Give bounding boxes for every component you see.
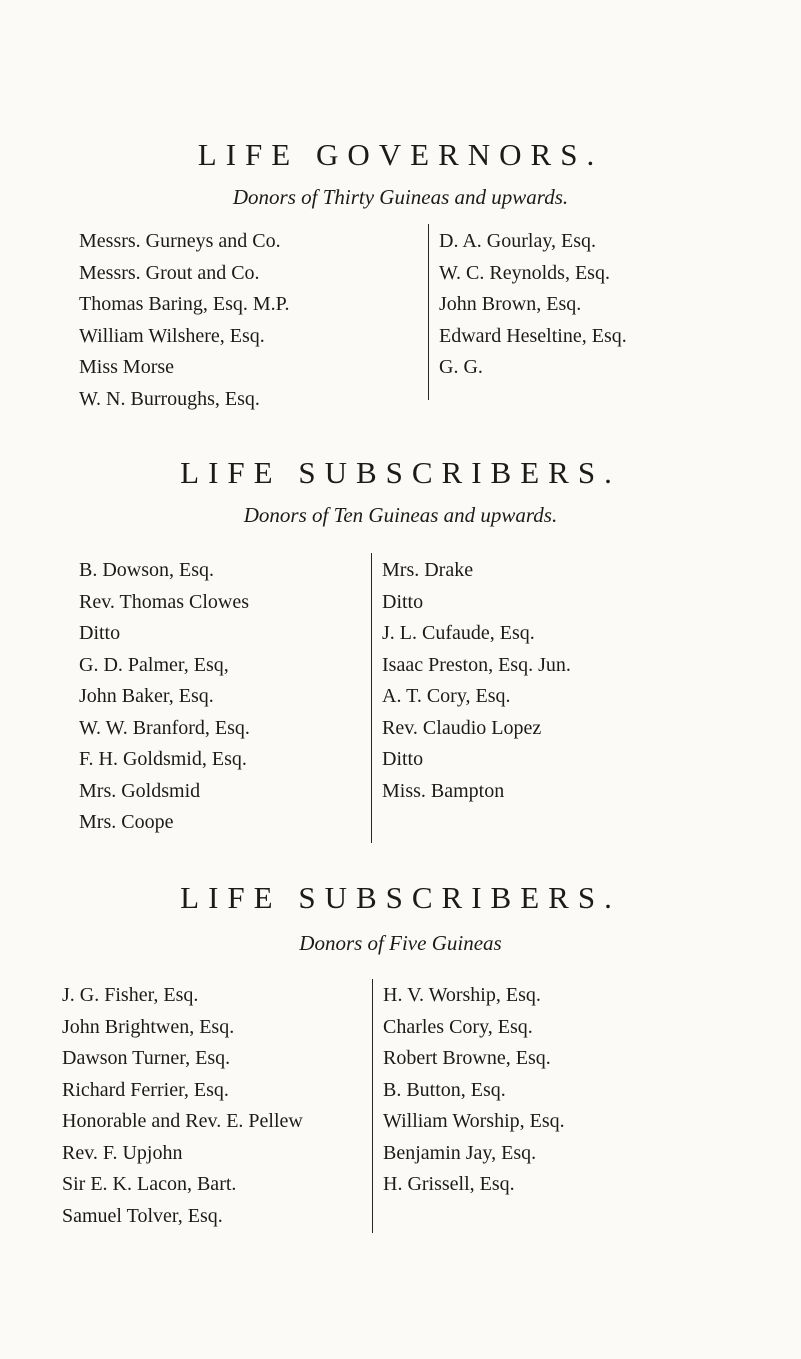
list-item: A. T. Cory, Esq. bbox=[382, 685, 511, 707]
list-item: F. H. Goldsmid, Esq. bbox=[79, 748, 247, 770]
governors-right-column bbox=[439, 226, 627, 384]
column-divider bbox=[371, 553, 372, 843]
list-item: Richard Ferrier, Esq. bbox=[62, 1078, 229, 1101]
governors-left-column bbox=[79, 226, 290, 415]
subscribers-ten-left-column bbox=[79, 555, 250, 839]
list-item: G. G. bbox=[439, 356, 483, 378]
list-item: J. L. Cufaude, Esq. bbox=[382, 622, 535, 644]
subscribers-five-left-column bbox=[62, 980, 303, 1232]
list-item: William Wilshere, Esq. bbox=[79, 324, 265, 347]
list-item: Samuel Tolver, Esq. bbox=[62, 1204, 223, 1227]
subscribers-ten-heading: LIFE SUBSCRIBERS. bbox=[180, 455, 621, 490]
list-item: J. G. Fisher, Esq. bbox=[62, 984, 199, 1006]
list-item: Sir E. K. Lacon, Bart. bbox=[62, 1173, 237, 1195]
list-item: Charles Cory, Esq. bbox=[383, 1015, 533, 1038]
list-item: H. Grissell, Esq. bbox=[383, 1173, 515, 1195]
column-divider bbox=[428, 224, 429, 400]
list-item: Ditto bbox=[79, 622, 121, 644]
list-item: Mrs. Coope bbox=[79, 811, 174, 833]
list-item: D. A. Gourlay, Esq. bbox=[439, 230, 597, 252]
subscribers-ten-subheading: Donors of Ten Guineas and upwards. bbox=[243, 503, 558, 527]
list-item: G. D. Palmer, Esq, bbox=[79, 653, 229, 676]
list-item: Ditto bbox=[382, 590, 424, 613]
governors-heading: LIFE GOVERNORS. bbox=[197, 137, 604, 172]
list-item: Mrs. Goldsmid bbox=[79, 779, 201, 802]
list-item: B. Dowson, Esq. bbox=[79, 559, 215, 581]
subscribers-five-right-column bbox=[383, 980, 565, 1201]
list-item: John Brightwen, Esq. bbox=[62, 1015, 235, 1038]
list-item: Miss Morse bbox=[79, 356, 175, 378]
subscribers-five-heading: LIFE SUBSCRIBERS. bbox=[180, 880, 621, 915]
list-item: Messrs. Grout and Co. bbox=[79, 261, 260, 284]
list-item: William Worship, Esq. bbox=[383, 1110, 565, 1132]
list-item: W. W. Branford, Esq. bbox=[79, 716, 250, 739]
list-item: Miss. Bampton bbox=[382, 779, 505, 802]
list-item: Dawson Turner, Esq. bbox=[62, 1047, 231, 1069]
subscribers-ten-right-column bbox=[382, 555, 571, 807]
list-item: Messrs. Gurneys and Co. bbox=[79, 230, 281, 252]
list-item: B. Button, Esq. bbox=[383, 1078, 506, 1101]
list-item: Benjamin Jay, Esq. bbox=[383, 1141, 537, 1164]
list-item: H. V. Worship, Esq. bbox=[383, 984, 541, 1006]
governors-subheading: Donors of Thirty Guineas and upwards. bbox=[232, 185, 569, 209]
list-item: Rev. Claudio Lopez bbox=[382, 716, 542, 739]
list-item: Isaac Preston, Esq. Jun. bbox=[382, 653, 571, 676]
list-item: Honorable and Rev. E. Pellew bbox=[62, 1110, 303, 1132]
list-item: Thomas Baring, Esq. M.P. bbox=[79, 293, 290, 315]
list-item: W. C. Reynolds, Esq. bbox=[439, 261, 610, 284]
subscribers-five-subheading: Donors of Five Guineas bbox=[299, 931, 502, 955]
list-item: W. N. Burroughs, Esq. bbox=[79, 387, 260, 410]
list-item: Edward Heseltine, Esq. bbox=[439, 324, 627, 347]
list-item: John Baker, Esq. bbox=[79, 685, 214, 707]
column-divider bbox=[372, 979, 373, 1233]
list-item: Rev. Thomas Clowes bbox=[79, 590, 249, 613]
list-item: Rev. F. Upjohn bbox=[62, 1141, 183, 1164]
list-item: Robert Browne, Esq. bbox=[383, 1047, 551, 1069]
list-item: Mrs. Drake bbox=[382, 559, 474, 581]
list-item: John Brown, Esq. bbox=[439, 293, 582, 315]
list-item: Ditto bbox=[382, 748, 424, 770]
